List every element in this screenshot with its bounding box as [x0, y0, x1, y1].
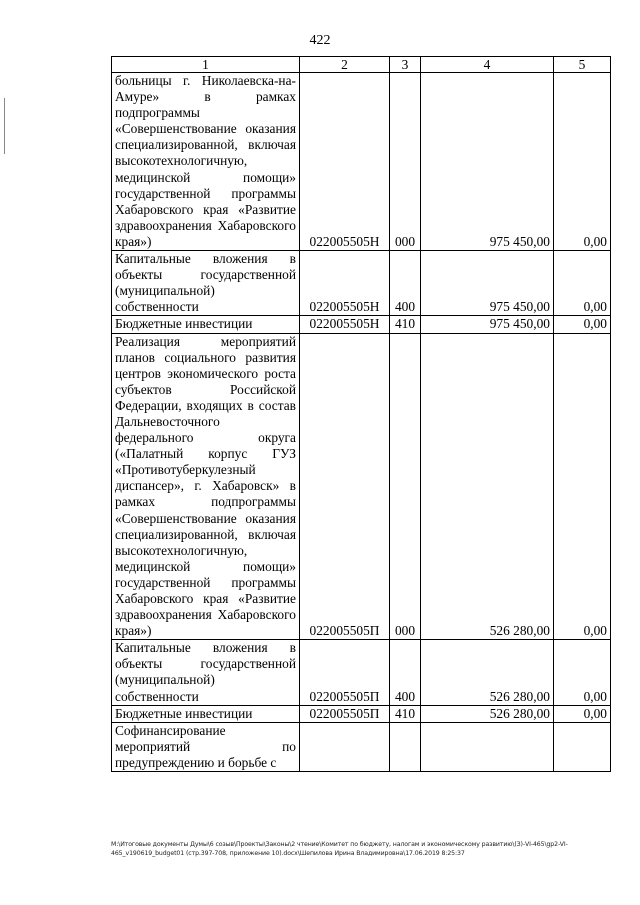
- row-name: Софинансирование мероприятий по предупреждению и борьбе с: [112, 722, 300, 771]
- amount: 975 450,00: [421, 73, 554, 251]
- table-row: [112, 333, 611, 640]
- amount: 526 280,00: [421, 333, 554, 640]
- row-name: Капитальные вложения в объекты государственной (муниципальной) собственности: [112, 640, 300, 705]
- table-row: [112, 73, 611, 251]
- amount-secondary: 0,00: [554, 640, 611, 705]
- target-code: 022005505Н: [300, 73, 390, 251]
- amount-secondary: 0,00: [554, 705, 611, 722]
- amount-secondary: 0,00: [554, 73, 611, 251]
- amount-secondary: 0,00: [554, 251, 611, 316]
- expense-kind: 410: [390, 705, 421, 722]
- page-number: 422: [309, 33, 331, 48]
- expense-kind: 410: [390, 316, 421, 333]
- row-name: больницы г. Николаевска-на-Амуре» в рамках подпрограммы «Совершенствование оказания специализированной, включая высокотехнологичную, медицинской помощи» государственной программы Хабаровского края «Развитие здравоохранения Хабаровского края»): [112, 73, 300, 251]
- amount: 975 450,00: [421, 251, 554, 316]
- row-name: Реализация мероприятий планов социального развития центров экономического роста субъектов Российской Федерации, входящих в состав Дальневосточного федерального округа («Палатный корпус ГУЗ «Противотуберкулезный диспансер», г. Хабаровск» в рамках подпрограммы «Совершенствование оказания специализированной, включая высокотехнологичную, медицинской помощи» государственной программы Хабаровского края «Развитие здравоохранения Хабаровского края»): [112, 333, 300, 640]
- expense-kind: 000: [390, 333, 421, 640]
- column-header: 2: [300, 57, 390, 73]
- target-code: 022005505Н: [300, 251, 390, 316]
- amount: 526 280,00: [421, 640, 554, 705]
- expense-kind: 400: [390, 251, 421, 316]
- row-name: Бюджетные инвестиции: [112, 705, 300, 722]
- column-header: 3: [390, 57, 421, 73]
- document-path-footer: М:\Итоговые документы Думы\6 созыв\Проекты\Законы\2 чтение\Комитет по бюджету, налогам и экономическому развитию\(З)-VI-465\gp2-VI-465_v190619_budget01 (стр.397-708, приложение 10).docx\Шепилова Ирина Владимировна\17.06.2019 8:25:37: [111, 841, 568, 857]
- target-code: 022005505Н: [300, 316, 390, 333]
- column-header: 5: [554, 57, 611, 73]
- row-name: Капитальные вложения в объекты государственной (муниципальной) собственности: [112, 251, 300, 316]
- table-row: [112, 316, 611, 333]
- amount-secondary: 0,00: [554, 316, 611, 333]
- table-row: [112, 705, 611, 722]
- expense-kind: 000: [390, 73, 421, 251]
- table-row: [112, 640, 611, 705]
- amount: [421, 722, 554, 771]
- target-code: 022005505П: [300, 705, 390, 722]
- amount: 526 280,00: [421, 705, 554, 722]
- expense-kind: [390, 722, 421, 771]
- budget-table: [111, 56, 611, 772]
- target-code: 022005505П: [300, 333, 390, 640]
- expense-kind: 400: [390, 640, 421, 705]
- column-header: 4: [421, 57, 554, 73]
- target-code: [300, 722, 390, 771]
- row-name: Бюджетные инвестиции: [112, 316, 300, 333]
- table-row: [112, 722, 611, 771]
- amount-secondary: 0,00: [554, 333, 611, 640]
- amount-secondary: [554, 722, 611, 771]
- column-header: 1: [112, 57, 300, 73]
- table-row: [112, 251, 611, 316]
- table-header-row: [112, 57, 611, 73]
- amount: 975 450,00: [421, 316, 554, 333]
- margin-mark: [4, 98, 5, 154]
- target-code: 022005505П: [300, 640, 390, 705]
